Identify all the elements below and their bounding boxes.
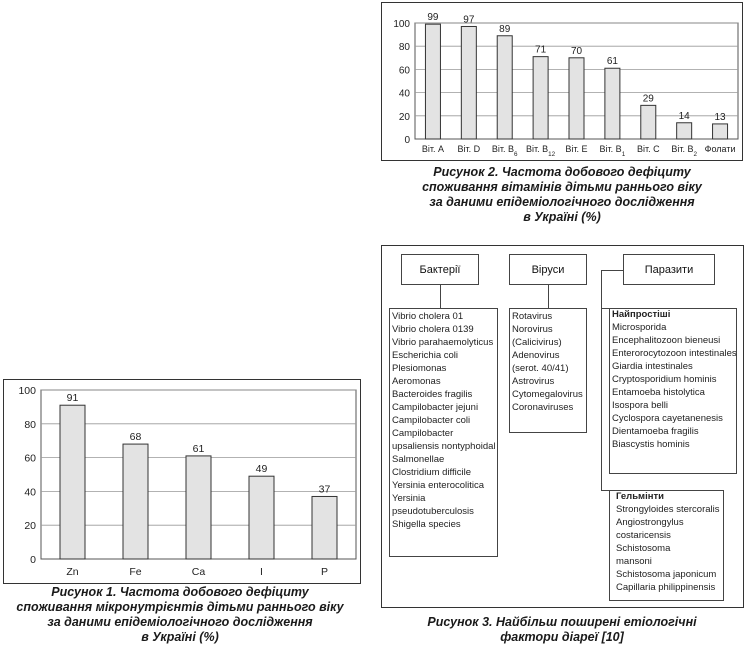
data-label: 37 (318, 483, 331, 496)
bacteria-item: Vibrio parahaemolyticus (392, 337, 494, 348)
connector-line (601, 308, 609, 309)
connector-line (601, 490, 609, 491)
protozoa-title: Найпростіші (612, 309, 671, 320)
viruses-header-label: Віруси (531, 263, 565, 276)
protozoa-item: Enterorocytozoon intestinales (612, 348, 737, 359)
y-tick-label: 0 (404, 135, 410, 146)
bacteria-list (392, 310, 498, 531)
x-tick-label: Фолати (704, 144, 736, 154)
bar (533, 57, 548, 139)
protozoa-item: Isospora belli (612, 400, 668, 411)
bar (569, 58, 584, 139)
y-tick-label: 0 (30, 554, 36, 566)
y-tick-label: 20 (24, 520, 36, 533)
bacteria-item: Yersinia enterocolitica (392, 480, 485, 491)
bar (425, 24, 440, 139)
data-label: 61 (192, 442, 205, 455)
helminths-title: Гельмінти (616, 491, 664, 502)
figure-1-caption-line: за даними епідеміологічного дослідження (47, 615, 313, 629)
protozoa-item: Cryptosporidium hominis (612, 374, 717, 385)
x-tick-label: Віт. E (565, 144, 588, 154)
figure-3-caption (381, 615, 743, 645)
x-tick-label: Zn (66, 566, 79, 578)
data-label: 14 (678, 110, 690, 122)
bacteria-item: upsaliensis nontyphoidal (392, 441, 496, 452)
figure-1-caption (0, 585, 360, 645)
virus-item: Coronaviruses (512, 402, 574, 413)
parasites-header-label: Паразити (644, 263, 694, 276)
figure-2-caption-line: споживання вітамінів дітьми раннього віку (422, 180, 702, 194)
helminth-item: Capillaria philippinensis (616, 582, 716, 593)
helminth-item: costaricensis (616, 530, 671, 541)
viruses-header (509, 254, 587, 285)
helminth-item: mansoni (616, 556, 652, 567)
helminth-item: Schistosoma (616, 543, 671, 554)
parasites-header (623, 254, 715, 285)
x-tick-label: Віт. А (421, 144, 445, 154)
x-tick-label: Віт. $B_2$ (671, 144, 697, 158)
data-label: 71 (535, 44, 547, 56)
bacteria-item: Campilobacter coli (392, 415, 471, 426)
data-label: 70 (570, 45, 583, 57)
connector-line (601, 270, 623, 271)
y-tick-label: 100 (393, 19, 410, 30)
y-tick-label: 80 (398, 42, 410, 54)
bacteria-item: Salmonellae (392, 454, 445, 465)
data-label: 49 (255, 463, 268, 476)
y-tick-label: 20 (398, 111, 410, 123)
data-label: 68 (129, 431, 142, 444)
figure-2-caption-line: в Україні (%) (523, 210, 601, 224)
y-tick-label: 100 (18, 385, 36, 397)
micronutrients-bar-chart (4, 380, 360, 583)
connector-line (548, 285, 549, 308)
bacteria-item: Campilobacter jejuni (392, 402, 479, 413)
bar (123, 444, 148, 559)
figure-2-caption (381, 165, 743, 225)
bar (497, 36, 512, 139)
bar (605, 68, 620, 139)
helminth-item: Schistosoma japonicum (616, 569, 717, 580)
figure-1-caption-line: споживання мікронутрієнтів дітьми раннього віку (16, 600, 344, 614)
virus-item: Cytomegalovirus (512, 389, 583, 400)
x-tick-label: Віт. $B_{12}$ (526, 144, 556, 158)
x-tick-label: Віт. D (457, 144, 481, 154)
helminths-list (616, 490, 724, 594)
vitamins-chart-frame (381, 2, 743, 161)
diarrhea-diagram-frame (381, 245, 744, 608)
bacteria-item: Yersinia (392, 493, 426, 504)
virus-item: (Calicivirus) (512, 337, 562, 348)
data-label: 97 (463, 14, 475, 26)
x-tick-label: Fe (129, 566, 142, 578)
figure-1-caption-line: в Україні (%) (141, 630, 219, 644)
helminth-item: Angiostrongylus (616, 517, 684, 528)
y-tick-label: 60 (398, 65, 410, 77)
bar (641, 105, 656, 139)
x-tick-label: Віт. $B_6$ (491, 144, 518, 158)
x-tick-label: P (320, 566, 329, 578)
bar (677, 123, 692, 139)
bacteria-item: Vibrio cholera 01 (392, 311, 464, 322)
protozoa-item: Microsporida (612, 322, 667, 333)
y-tick-label: 60 (24, 452, 36, 465)
protozoa-item: Biascystis hominis (612, 439, 690, 450)
figure-2-caption-line: за даними епідеміологічного дослідження (429, 195, 695, 209)
data-label: 61 (606, 56, 618, 68)
x-tick-label: Віт. $B_1$ (599, 144, 626, 158)
data-label: 99 (427, 12, 439, 24)
figure-1-caption-line: Рисунок 1. Частота добового дефіциту (51, 585, 309, 599)
data-label: 29 (642, 93, 654, 105)
bar (461, 26, 476, 139)
virus-item: Astrovirus (512, 376, 555, 387)
helminth-item: Strongyloides stercoralis (616, 504, 720, 515)
figure-2-caption-line: Рисунок 2. Частота добового дефіциту (433, 165, 691, 179)
micronutrients-chart-frame (3, 379, 361, 584)
virus-item: Norovirus (512, 324, 553, 335)
bacteria-item: Campilobacter (392, 428, 454, 439)
virus-item: Adenovirus (512, 350, 560, 361)
y-tick-label: 40 (398, 88, 410, 100)
bacteria-item: Shigella species (392, 519, 461, 530)
bar (186, 456, 211, 559)
virus-item: (serot. 40/41) (512, 363, 569, 374)
connector-line (601, 270, 602, 490)
protozoa-item: Entamoeba histolytica (612, 387, 705, 398)
protozoa-item: Dientamoeba fragilis (612, 426, 699, 437)
bar (249, 476, 274, 559)
data-label: 13 (714, 111, 726, 123)
protozoa-item: Cyclospora cayetanenesis (612, 413, 723, 424)
x-tick-label: Віт. C (636, 144, 660, 154)
vitamins-bar-chart (382, 3, 742, 160)
viruses-list (512, 310, 587, 414)
bacteria-header (401, 254, 479, 285)
bacteria-item: pseudotuberculosis (392, 506, 474, 517)
y-tick-label: 40 (24, 486, 36, 499)
protozoa-list (612, 308, 737, 451)
bacteria-item: Escherichia coli (392, 350, 458, 361)
bacteria-item: Clostridium difficile (392, 467, 472, 478)
bacteria-item: Aeromonas (392, 376, 441, 387)
virus-item: Rotavirus (512, 311, 553, 322)
connector-line (440, 285, 441, 308)
bacteria-item: Vibrio cholera 0139 (392, 324, 474, 335)
bar (713, 124, 728, 139)
bar (312, 496, 337, 559)
y-tick-label: 80 (24, 418, 36, 431)
protozoa-item: Encephalitozoon bieneusi (612, 335, 721, 346)
bacteria-item: Bacteroides fragilis (392, 389, 473, 400)
data-label: 89 (499, 23, 511, 35)
figure-3-caption-line: Рисунок 3. Найбільш поширені етіологічні (427, 615, 697, 629)
bacteria-header-label: Бактерії (419, 263, 461, 276)
protozoa-item: Giardia intestinales (612, 361, 693, 372)
bar (60, 405, 85, 559)
data-label: 91 (66, 392, 79, 405)
bacteria-item: Plesiomonas (392, 363, 447, 374)
x-tick-label: Ca (191, 566, 206, 578)
x-tick-label: I (260, 566, 263, 578)
figure-3-caption-line: фактори діареї [10] (500, 630, 624, 644)
